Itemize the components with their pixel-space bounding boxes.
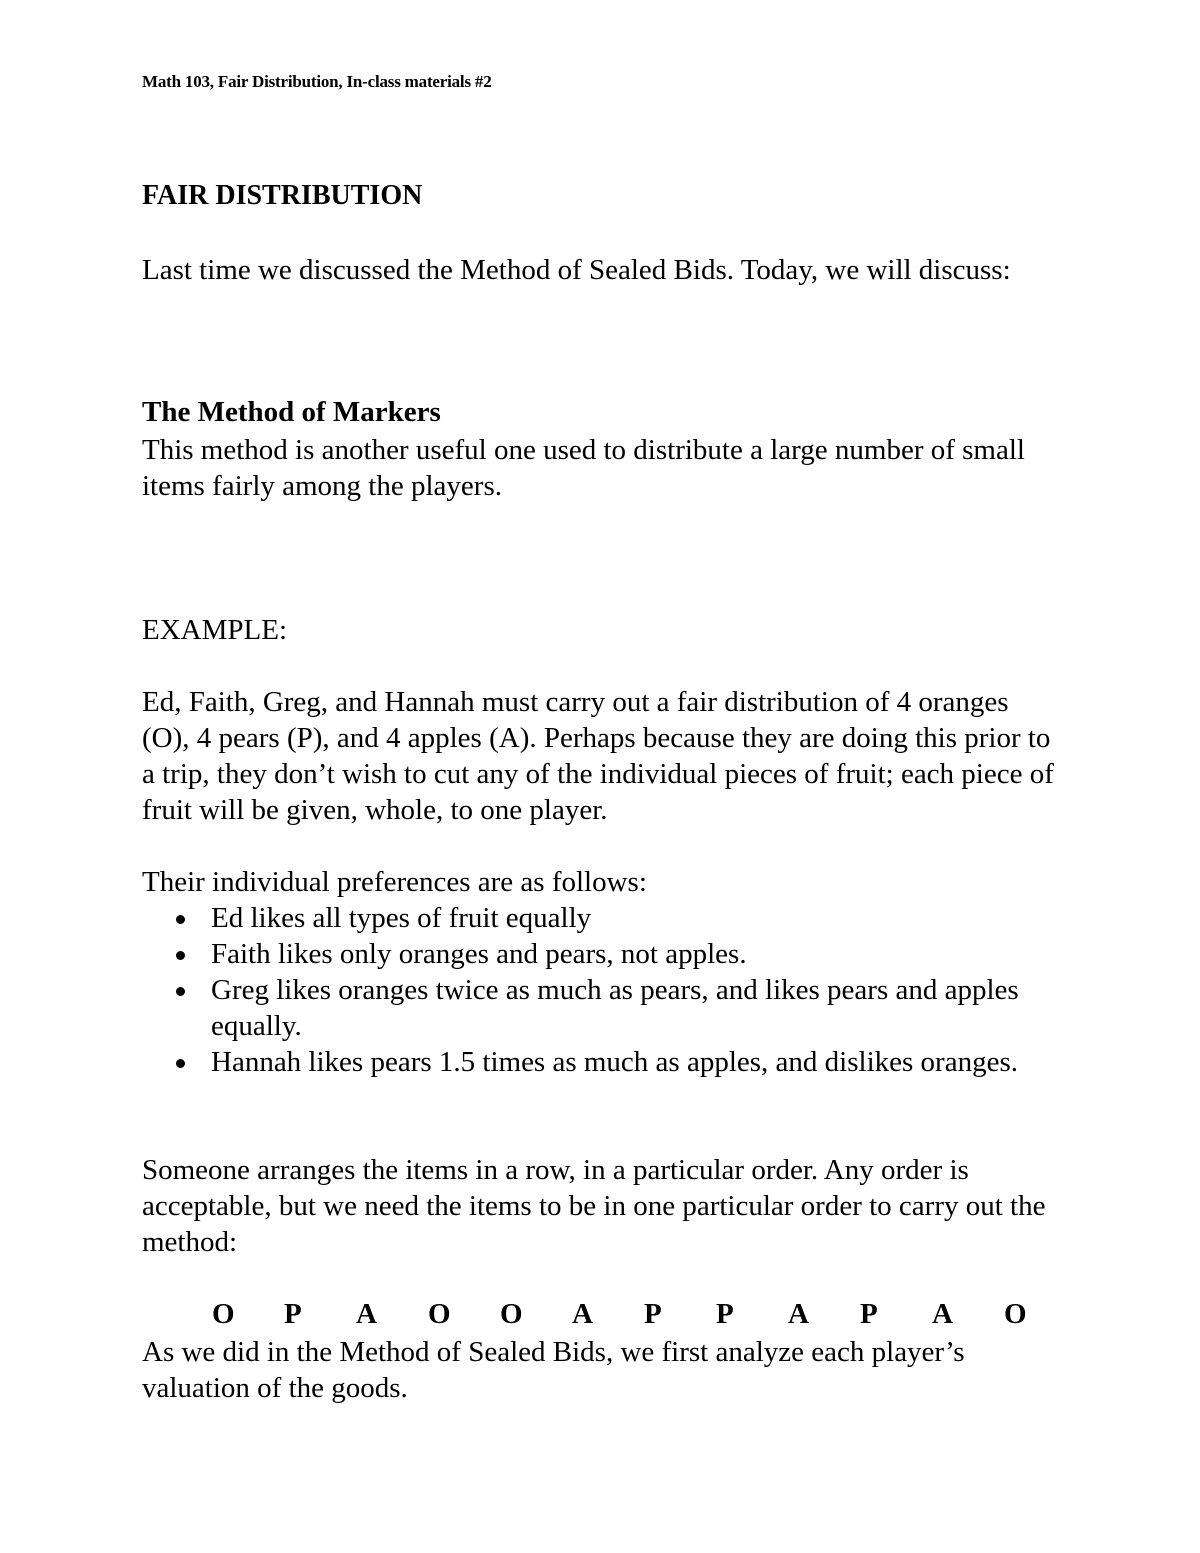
page-header: Math 103, Fair Distribution, In-class materials #2	[142, 72, 492, 91]
sequence-item: A	[356, 1298, 377, 1330]
arrangement-paragraph: Someone arranges the items in a row, in a particular order. Any order is acceptable, but we need the items to be in one particular order to carry out the method:	[142, 1154, 1046, 1258]
preference-item	[142, 1044, 1042, 1080]
example-label: EXAMPLE:	[142, 614, 287, 646]
document-title: FAIR DISTRIBUTION	[142, 180, 423, 211]
sequence-item: O	[428, 1298, 451, 1330]
section-heading: The Method of Markers	[142, 396, 441, 428]
example-paragraph: Ed, Faith, Greg, and Hannah must carry out a fair distribution of 4 oranges (O), 4 pears (P), and 4 apples (A). Perhaps because they are doing this prior to a trip, they don’t wish to cut any of the individual pieces of fruit; each piece of fruit will be given, whole, to one player.	[142, 686, 1054, 826]
bullet-icon	[176, 987, 185, 996]
preference-text: Greg likes oranges twice as much as pears, and likes pears and apples equally.	[211, 974, 1019, 1042]
section-description: This method is another useful one used to distribute a large number of small items fairly among the players.	[142, 434, 1025, 502]
sequence-item: P	[716, 1298, 734, 1330]
fruit-sequence	[212, 1298, 1076, 1331]
sequence-item: O	[500, 1298, 523, 1330]
sequence-item: O	[1004, 1298, 1027, 1330]
preferences-list	[142, 900, 1042, 1080]
sequence-item: P	[284, 1298, 302, 1330]
sequence-item: A	[932, 1298, 953, 1330]
sequence-item: A	[572, 1298, 593, 1330]
preference-item	[142, 900, 1042, 936]
sequence-item: O	[212, 1298, 235, 1330]
sequence-item: A	[788, 1298, 809, 1330]
preference-text: Hannah likes pears 1.5 times as much as apples, and dislikes oranges.	[211, 1046, 1018, 1078]
bullet-icon	[176, 915, 185, 924]
sequence-item: P	[860, 1298, 878, 1330]
bullet-icon	[176, 1059, 185, 1068]
preference-item	[142, 936, 1042, 972]
preference-item	[142, 972, 1042, 1044]
preferences-intro: Their individual preferences are as follows:	[142, 866, 647, 898]
intro-paragraph: Last time we discussed the Method of Sealed Bids. Today, we will discuss:	[142, 254, 1011, 286]
closing-paragraph: As we did in the Method of Sealed Bids, we first analyze each player’s valuation of the goods.	[142, 1336, 965, 1404]
sequence-item: P	[644, 1298, 662, 1330]
preference-text: Faith likes only oranges and pears, not apples.	[211, 938, 747, 970]
bullet-icon	[176, 951, 185, 960]
preference-text: Ed likes all types of fruit equally	[211, 902, 592, 934]
